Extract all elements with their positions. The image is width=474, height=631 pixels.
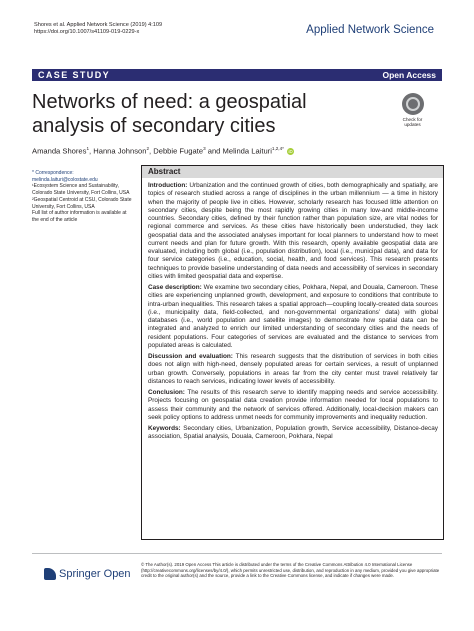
article-type-label: CASE STUDY <box>38 70 111 80</box>
doi-link[interactable]: https://doi.org/10.1007/s41109-019-0229-x <box>34 29 140 36</box>
section-label: Keywords: <box>148 425 181 432</box>
check-for-updates-badge[interactable] <box>399 93 426 127</box>
open-access-label: Open Access <box>382 70 436 80</box>
section-text: We examine two secondary cities, Pokhara, Nepal, and Douala, Cameroon. These cities are experiencing unplanned growth, development, and exposure to conditions that contribute to intra-urban inequalities. This research takes a spatial approach—coupling locally-created data sources (i.e., municipality data, field-collected, and non-governmental organizations' data) with global databases (i.e., world population and satellite images) to demonstrate how spatial data can be integrated and analyzed to enrich our limited understanding of secondary cities and the needs of resident populations. Four categories of services are evaluated and the distance to services from populated areas is calculated. <box>148 284 439 349</box>
abstract-heading: Abstract <box>148 167 181 176</box>
abstract-discussion <box>148 353 438 386</box>
update-icon <box>402 93 424 115</box>
section-text: This research suggests that the distribution of services in both cities does not align with high-need, densely populated areas for certain services, a result of unplanned urban growth. Conversely, populations in areas far from the city center must travel relatively far distances to reach services, indicating lower levels of accessibility. <box>148 353 438 385</box>
section-label: Case description: <box>148 284 202 291</box>
springer-horse-icon <box>44 568 56 580</box>
section-text: Secondary cities, Urbanization, Population growth, Service accessibility, Distance-decay association, Spatial analysis, Douala, Cameroon, Pokhara, Nepal <box>148 425 438 441</box>
article-type-band <box>32 69 442 81</box>
affiliation-marker: 1 <box>86 146 90 151</box>
affiliation-1: ¹Ecosystem Science and Sustainability, Colorado State University, Fort Collins, USA <box>32 183 130 197</box>
publisher-name: Springer Open <box>59 568 131 580</box>
publisher-logo[interactable] <box>44 568 131 580</box>
abstract-body <box>148 182 438 445</box>
author-sidebar <box>32 170 132 224</box>
author-list <box>32 146 294 156</box>
citation-header <box>34 22 162 36</box>
orcid-icon[interactable]: iD <box>288 149 293 155</box>
section-label: Introduction: <box>148 182 188 189</box>
abstract-conclusion <box>148 389 438 422</box>
abstract-box <box>141 165 444 540</box>
author-name[interactable]: Amanda Shores <box>32 146 87 156</box>
affiliation-2: ²Geospatial Centroid at CSU, Colorado State University, Fort Collins, USA <box>32 196 132 210</box>
article-title: Networks of need: a geospatial analysis of secondary cities <box>32 91 307 137</box>
citation-line: Shores et al. Applied Network Science (2019) 4:109 <box>34 22 163 28</box>
badge-label-2: updates <box>404 122 421 127</box>
footer-divider <box>32 553 442 554</box>
license-text: © The Author(s). 2019 Open Access This article is distributed under the terms of the Creative Commons Attribution 4.0 International License (http://creativecommons.org/licenses/by/4.0/), which permits unrestricted use, distribution, and reproduction in any medium, provided you give appropriate credit to the original author(s) and the source, provide a link to the Creative Commons license, and indicate if changes were made. <box>141 562 440 579</box>
correspondence-email[interactable]: * Correspondence: melinda.laituri@colostate.edu <box>32 170 98 183</box>
abstract-case-description <box>148 284 438 350</box>
section-label: Discussion and evaluation: <box>148 353 233 360</box>
abstract-header <box>142 166 443 178</box>
badge-label-1: Check for <box>402 117 423 122</box>
section-label: Conclusion: <box>148 389 185 396</box>
author-name[interactable]: and Melinda Laituri <box>205 146 272 156</box>
affiliation-marker: 2 <box>146 146 150 151</box>
author-name[interactable]: , Debbie Fugate <box>149 146 204 156</box>
full-author-info-note: Full list of author information is available at the end of the article <box>32 210 127 223</box>
abstract-keywords <box>148 425 438 442</box>
journal-name[interactable]: Applied Network Science <box>306 24 434 36</box>
section-text: The results of this research serve to identify mapping needs and service accessibility. Projects focusing on geospatial data creation provide information needed for local populations to assess their community and the network of services offered. Additionally, local-decision makers can seek policy options to address unmet needs for community improvements and inequality reduction. <box>148 389 438 421</box>
section-text: Urbanization and the continued growth of cities, both demographically and spatially, are topics of research studied across a range of disciplines in the urban millennium — a time in history when the majority of people live in cities. However, scholarly research has focused little attention on secondary cities, despite being the most rapidly growing cities in many low-and middle-income countries. Secondary cities, defined by their function rather than population size, are vital nodes for regional commerce and services. As these cities have historically been understudied, they lack geospatial data and the associated analyses important for local planners to understand how to meet current needs and plan for future growth. With this research, openly available geospatial data are evaluated, including both global (i.e., population distribution), local (i.e., municipal data), and data for four service categories (i.e., education, social, health, and food services). This research presents techniques to provide baseline understanding of data needs and accessibility of services in secondary cities with limited geospatial data and expertise. <box>148 182 438 280</box>
author-name[interactable]: , Hanna Johnson <box>89 146 147 156</box>
affiliation-marker: 3 <box>203 146 206 151</box>
abstract-introduction <box>148 182 438 281</box>
affiliation-marker: 1,2,4* <box>271 146 284 151</box>
